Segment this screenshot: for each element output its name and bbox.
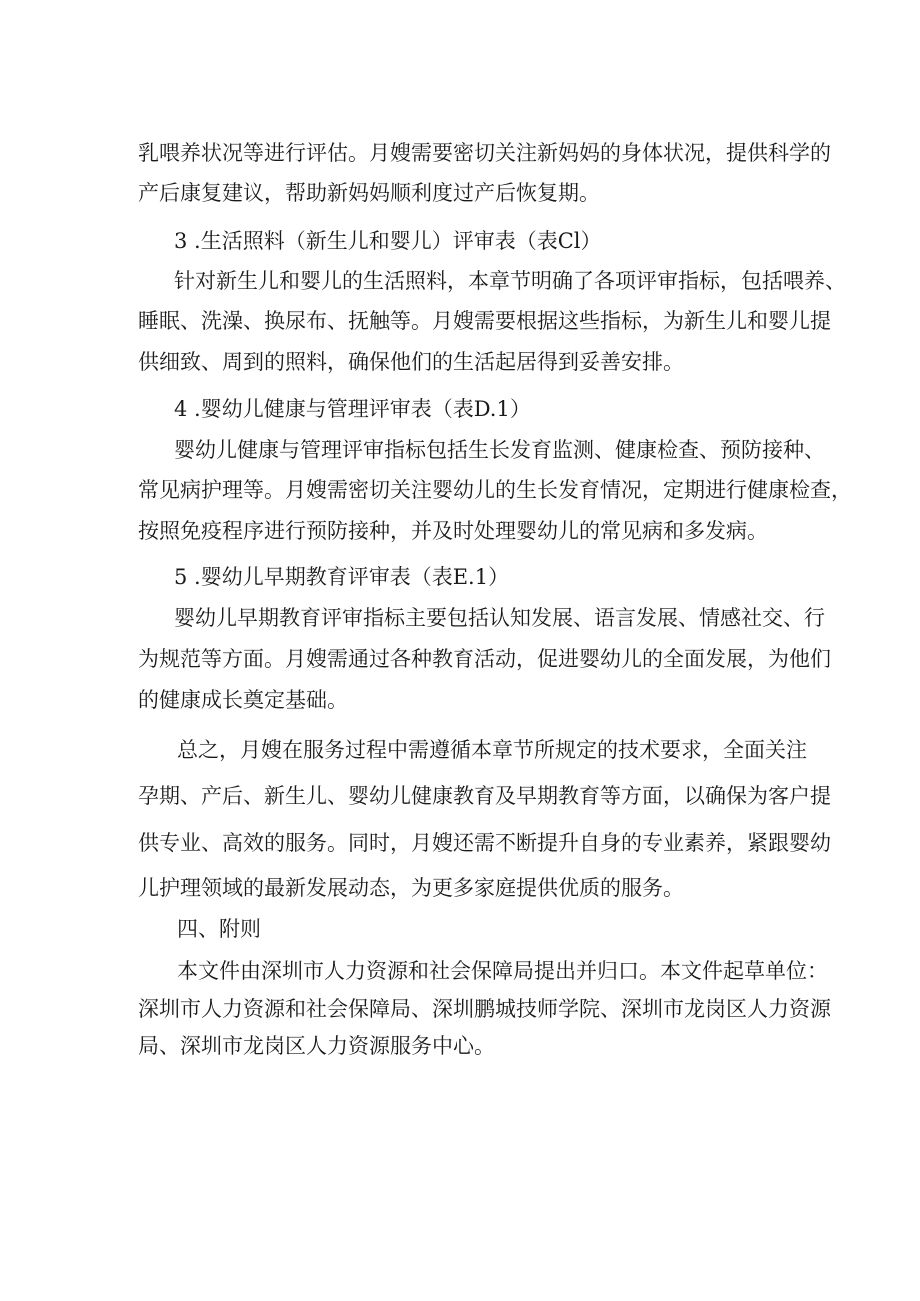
text-line: 乳喂养状况等进行评估。月嫂需要密切关注新妈妈的身体状况，提供科学的: [138, 141, 831, 165]
text-line: 婴幼儿早期教育评审指标主要包括认知发展、语言发展、情感社交、行: [174, 606, 825, 630]
text-line: 总之，月嫂在服务过程中需遵循本章节所规定的技术要求，全面关注: [177, 738, 807, 762]
text-line: 的健康成长奠定基础。: [138, 688, 348, 712]
text-line: 本文件由深圳市人力资源和社会保障局提出并归口。本文件起草单位：: [177, 959, 828, 983]
section-heading: 3 .生活照料（新生儿和婴儿）评审表（表Cl）: [174, 229, 602, 253]
section-heading: 四、附则: [177, 917, 261, 941]
text-line: 深圳市人力资源和社会保障局、深圳鹏城技师学院、深圳市龙岗区人力资源: [138, 997, 831, 1021]
text-line: 为规范等方面。月嫂需通过各种教育活动，促进婴幼儿的全面发展，为他们: [138, 647, 831, 671]
text-line: 局、深圳市龙岗区人力资源服务中心。: [138, 1034, 495, 1058]
text-line: 婴幼儿健康与管理评审指标包括生长发育监测、健康检查、预防接种、: [174, 438, 825, 462]
section-heading: 5 .婴幼儿早期教育评审表（表E.1）: [174, 565, 510, 589]
text-line: 孕期、产后、新生儿、婴幼儿健康教育及早期教育等方面，以确保为客户提: [138, 784, 831, 808]
text-line: 睡眠、洗澡、换尿布、抚触等。月嫂需要根据这些指标，为新生儿和婴儿提: [138, 309, 831, 333]
text-line: 针对新生儿和婴儿的生活照料，本章节明确了各项评审指标，包括喂养、: [174, 269, 846, 293]
text-line: 常见病护理等。月嫂需密切关注婴幼儿的生长发育情况，定期进行健康检查，: [138, 478, 852, 502]
section-heading: 4 .婴幼儿健康与管理评审表（表D.1）: [174, 397, 531, 421]
text-line: 按照免疫程序进行预防接种，并及时处理婴幼儿的常见病和多发病。: [138, 519, 768, 543]
text-line: 供专业、高效的服务。同时，月嫂还需不断提升自身的专业素养，紧跟婴幼: [138, 831, 831, 855]
text-line: 产后康复建议，帮助新妈妈顺利度过产后恢复期。: [138, 181, 600, 205]
text-line: 儿护理领域的最新发展动态，为更多家庭提供优质的服务。: [138, 876, 684, 900]
text-line: 供细致、周到的照料，确保他们的生活起居得到妥善安排。: [138, 350, 684, 374]
